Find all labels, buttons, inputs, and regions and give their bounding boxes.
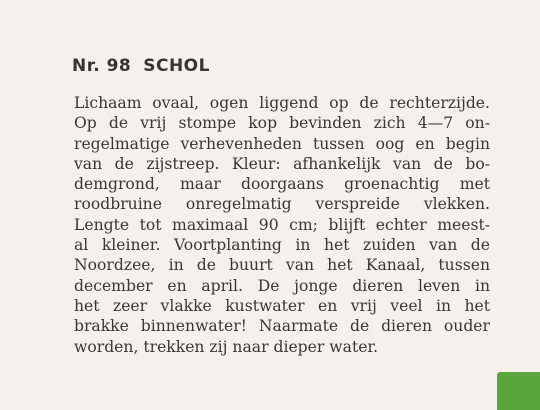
description-line: het zeer vlakke kustwater en vrij veel in het [74,296,490,315]
card-description [74,93,490,357]
card-species-name: SCHOL [143,56,210,76]
card-number: Nr. 98 [72,56,132,76]
description-line: Lichaam ovaal, ogen liggend op de rechterzijde. [74,94,490,112]
description-line: brakke binnenwater! Naarmate de dieren ouder [74,317,490,336]
description-line: van de zijstreep. Kleur: afhankelijk van de bo- [74,154,490,173]
description-line: al kleiner. Voortplanting in het zuiden van de [74,236,490,255]
description-line: december en april. De jonge dieren leven in [74,276,490,295]
description-line: roodbruine onregelmatig verspreide vlekken. [74,195,490,214]
card-title [72,56,210,76]
description-line: Op de vrij stompe kop bevinden zich 4—7 on- [74,114,490,133]
corner-tab [497,372,540,410]
description-line: demgrond, maar doorgaans groenachtig met [74,175,490,194]
description-line: Noordzee, in de buurt van het Kanaal, tussen [74,256,490,275]
description-line: Lengte tot maximaal 90 cm; blijft echter meest- [74,215,490,234]
description-line: worden, trekken zij naar dieper water. [74,337,379,356]
description-line: regelmatige verhevenheden tussen oog en begin [74,134,490,153]
